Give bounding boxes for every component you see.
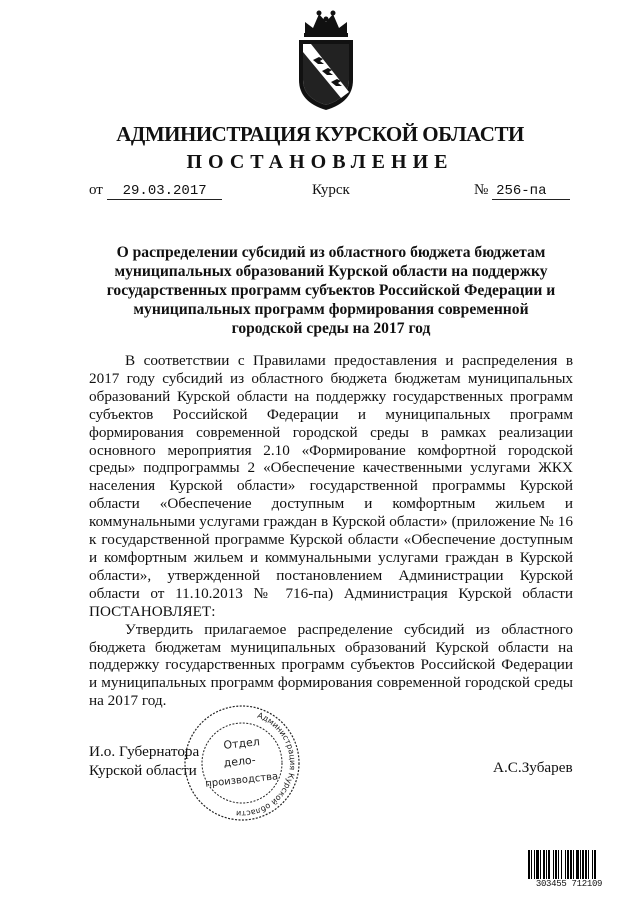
signer-position-line: И.о. Губернатора — [89, 743, 200, 760]
document-date — [89, 182, 222, 200]
barcode-number: 303455 712109 — [526, 879, 612, 889]
body-paragraph: В соответствии с Правилами предоставления и распределения в 2017 году субсидий из областного бюджета бюджетам муниципальных образований Курской области на поддержку государственных программ субъектов Российской Федерации и муниципальных программ формирования современной городской среды в рамках реализации основного мероприятия 2.10 «Формирование комфортной городской среды» подпрограммы 2 «Обеспечение качественными услугами ЖКХ населения Курской области» государственной программы Курской области «Обеспечение доступным и комфортным жильем и коммунальными услугами граждан в Курской области» (приложение № 16 к государственной программе Курской области «Обеспечение доступным и комфортным жильем и коммунальными услугами граждан в Курской области», утвержденной постановлением Администрации Курской области от 11.10.2013 № 716-па) Администрация Курской области ПОСТАНОВЛЯЕТ: — [89, 352, 573, 620]
stamp-line: дело- — [222, 753, 257, 770]
signer-position-line: Курской области — [89, 762, 197, 779]
stamp-line: Отдел — [222, 735, 261, 752]
kursk-coat-of-arms-icon — [291, 8, 361, 112]
title-line: городской среды на 2017 год — [231, 320, 431, 337]
title-line: О распределении субсидий из областного бюджета бюджетам — [116, 244, 546, 261]
number-value: 256-па — [492, 183, 570, 200]
date-prefix: от — [89, 182, 103, 198]
document-type: ПОСТАНОВЛЕНИЕ — [186, 151, 454, 173]
document-number — [474, 182, 570, 200]
signer-name: А.С.Зубарев — [493, 759, 573, 776]
number-prefix: № — [474, 182, 489, 198]
official-stamp — [182, 703, 302, 823]
date-value: 29.03.2017 — [107, 183, 222, 200]
title-line: муниципальных программ формирования современной — [133, 301, 529, 318]
title-line: муниципальных образований Курской области на поддержку — [114, 263, 548, 280]
body-paragraph: Утвердить прилагаемое распределение субсидий из областного бюджета бюджетам муниципальных образований Курской области на поддержку государственных программ субъектов Российской Федерации и муниципальных программ формирования современной городской среды на 2017 год. — [89, 620, 573, 710]
stamp-line: производства — [204, 771, 279, 790]
organization-name: АДМИНИСТРАЦИЯ КУРСКОЙ ОБЛАСТИ — [116, 122, 524, 146]
stamp-ring-text: Администрация Курской области — [235, 710, 298, 819]
document-city: Курск — [312, 182, 350, 198]
title-line: государственных программ субъектов Российской Федерации и — [106, 282, 556, 299]
document-body — [89, 352, 573, 710]
document-title — [96, 243, 566, 338]
